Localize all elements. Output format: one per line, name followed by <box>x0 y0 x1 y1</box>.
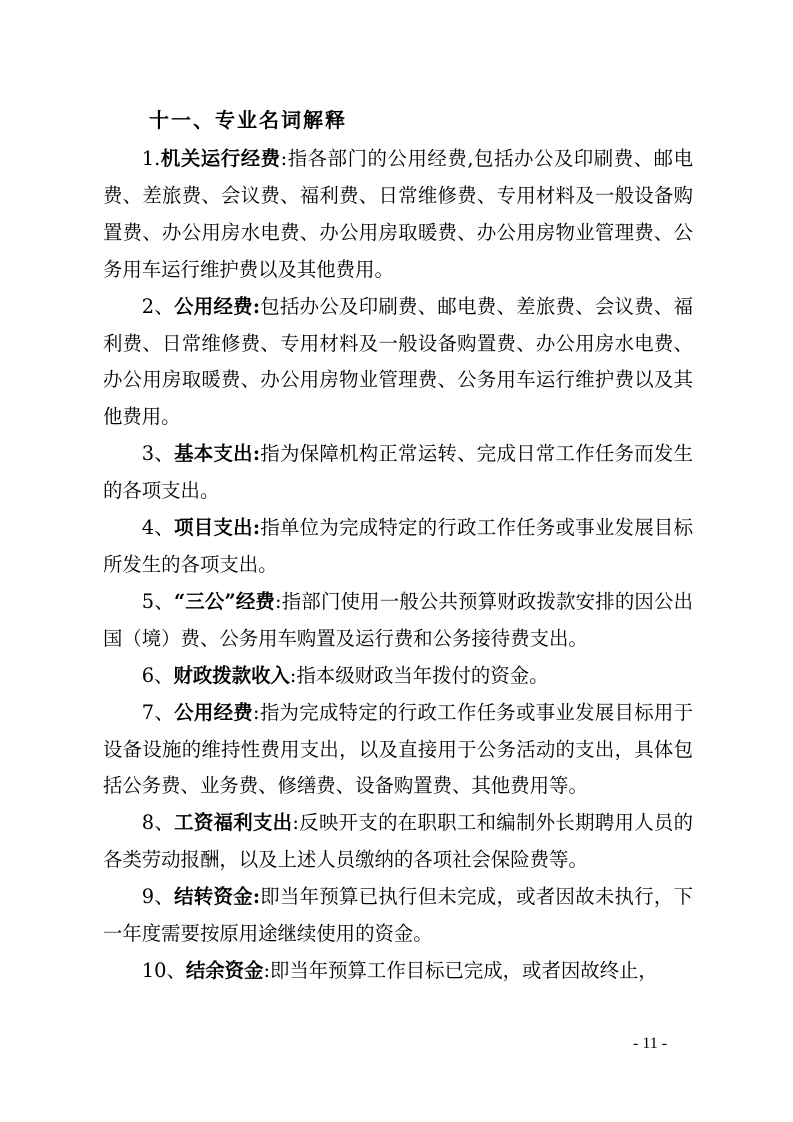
glossary-item-8 <box>103 805 693 879</box>
term-separator: : <box>292 811 299 835</box>
term-separator: : <box>263 958 270 982</box>
glossary-item-6 <box>103 658 693 695</box>
definition-text: 指各部门的公用经费,包括办公及印刷费、邮电费、差旅费、会议费、福利费、日常维修费、专用材料及一般设备购置费、办公用房水电费、办公用房取暖费、办公用房物业管理费、公务用车运行维护费以及其他费用。 <box>103 147 693 281</box>
term-label: “三公”经费 <box>173 589 276 613</box>
definition-text: 指本级财政当年拨付的资金。 <box>296 663 549 687</box>
glossary-item-2 <box>103 289 693 437</box>
item-number: 8、 <box>141 811 175 835</box>
term-label: 结余资金 <box>185 958 264 982</box>
item-number: 2、 <box>141 294 175 318</box>
term-label: 公用经费 <box>174 700 253 724</box>
term-label: 工资福利支出 <box>174 811 293 835</box>
term-label: 结转资金: <box>174 885 260 909</box>
item-number: 10、 <box>141 958 186 982</box>
glossary-item-4 <box>103 510 693 584</box>
definition-text: 反映开支的在职职工和编制外长期聘用人员的各类劳动报酬，以及上述人员缴纳的各项社会保险费等。 <box>103 811 694 872</box>
section-title: 十一、专业名词解释 <box>149 108 347 132</box>
term-label: 基本支出: <box>174 442 260 466</box>
term-label: 项目支出: <box>174 516 260 540</box>
item-number: 6、 <box>141 663 174 687</box>
glossary-item-1 <box>103 141 693 289</box>
definition-text: 即当年预算已执行但未完成，或者因故未执行，下一年度需要按原用途继续使用的资金。 <box>103 885 693 946</box>
definition-text: 包括办公及印刷费、邮电费、差旅费、会议费、福利费、日常维修费、专用材料及一般设备购置费、办公用房水电费、办公用房取暖费、办公用房物业管理费、公务用车运行维护费以及其他费用。 <box>103 294 693 429</box>
term-label: 财政拨款收入 <box>173 663 290 687</box>
glossary-item-7 <box>103 695 693 806</box>
term-separator: : <box>275 589 282 613</box>
item-number: 4、 <box>141 516 175 540</box>
definition-text: 即当年预算工作目标已完成，或者因故终止， <box>269 958 658 982</box>
definition-text: 指单位为完成特定的行政工作任务或事业发展目标所发生的各项支出。 <box>103 516 693 576</box>
term-separator: : <box>289 663 297 687</box>
term-separator: : <box>280 147 288 170</box>
term-label: 机关运行经费 <box>160 147 281 170</box>
item-number: 1. <box>141 147 161 170</box>
glossary-item-5 <box>103 584 693 658</box>
term-separator: : <box>252 700 260 724</box>
glossary-item-10 <box>103 953 693 990</box>
definition-text: 指为完成特定的行政工作任务或事业发展目标用于设备设施的维持性费用支出，以及直接用于公务活动的支出，具体包括公务费、业务费、修缮费、设备购置费、其他费用等。 <box>103 700 694 798</box>
glossary-content <box>103 141 693 990</box>
item-number: 5、 <box>141 589 174 613</box>
item-number: 7、 <box>141 700 175 724</box>
item-number: 9、 <box>141 885 175 909</box>
term-label: 公用经费: <box>174 294 260 318</box>
page-number: - 11 - <box>633 1035 668 1052</box>
definition-text: 指为保障机构正常运转、完成日常工作任务而发生的各项支出。 <box>103 442 693 503</box>
item-number: 3、 <box>141 442 175 466</box>
glossary-item-3 <box>103 436 693 510</box>
definition-text: 指部门使用一般公共预算财政拨款安排的因公出国（境）费、公务用车购置及运行费和公务接待费支出。 <box>103 589 694 650</box>
glossary-item-9 <box>103 879 693 953</box>
